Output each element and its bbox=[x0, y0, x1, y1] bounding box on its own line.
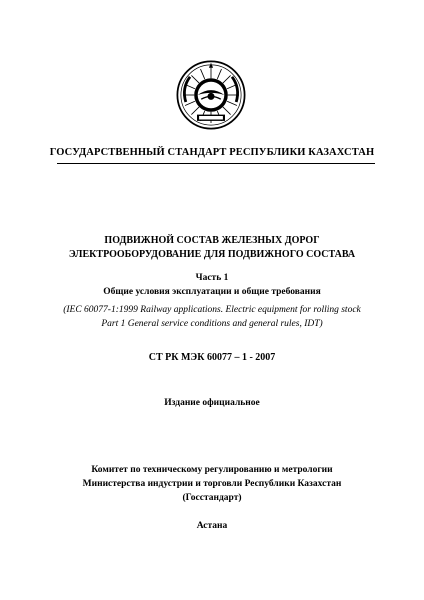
part-title: Общие условия эксплуатации и общие требования bbox=[103, 287, 321, 297]
subject-line-1: ПОДВИЖНОЙ СОСТАВ ЖЕЛЕЗНЫХ ДОРОГ bbox=[104, 235, 320, 246]
committee-line-2: Министерства индустрии и торговли Республики Казахстан bbox=[82, 479, 342, 489]
document-header-title: ГОСУДАРСТВЕННЫЙ СТАНДАРТ РЕСПУБЛИКИ КАЗАХСТАН bbox=[49, 147, 375, 158]
part-number: Часть 1 bbox=[195, 273, 229, 283]
city-name: Астана bbox=[196, 521, 228, 531]
kazakhstan-state-emblem-icon bbox=[176, 60, 246, 130]
subject-line-2: ЭЛЕКТРООБОРУДОВАНИЕ ДЛЯ ПОДВИЖНОГО СОСТАВА bbox=[68, 249, 356, 260]
committee-line-1: Комитет по техническому регулированию и метрологии bbox=[91, 465, 333, 475]
standard-number: СТ РК МЭК 60077 – 1 - 2007 bbox=[148, 352, 276, 363]
header-divider bbox=[57, 163, 375, 164]
edition-label: Издание официальное bbox=[164, 398, 260, 408]
iec-reference-line-1: (IEC 60077-1:1999 Railway applications. Electric equipment for rolling stock bbox=[63, 305, 361, 315]
committee-line-3: (Госстандарт) bbox=[182, 493, 242, 503]
state-emblem bbox=[176, 60, 246, 130]
iec-reference-line-2: Part 1 General service conditions and general rules, IDT) bbox=[101, 319, 323, 329]
